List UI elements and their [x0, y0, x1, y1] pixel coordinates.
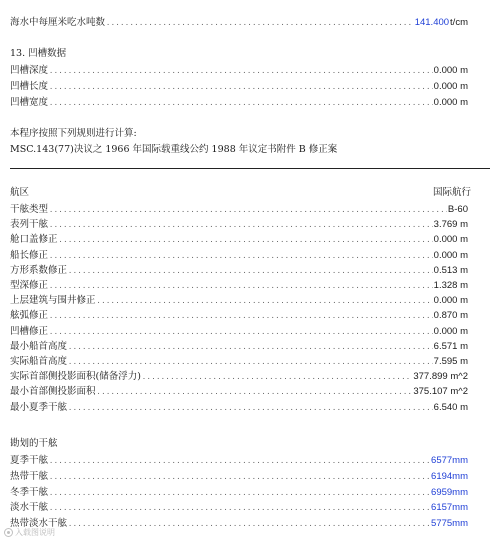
leader-dots: [68, 402, 433, 415]
freeboard-item-row: [10, 218, 468, 231]
freeboard-item-value: 377.899 m^2: [413, 371, 468, 383]
assigned-freeboard-value: 6157mm: [431, 502, 468, 514]
tpc-unit: t/cm: [450, 17, 468, 28]
recess-length-value: 0.000 m: [433, 81, 468, 92]
leader-dots: [59, 234, 433, 247]
leader-dots: [49, 487, 430, 500]
recess-length-label: 凹槽长度: [10, 81, 49, 92]
freeboard-item-label: 最小夏季干舷: [10, 401, 68, 413]
recess-width-value: 0.000 m: [433, 97, 468, 108]
freeboard-item-value: 3.769 m: [433, 219, 468, 231]
freeboard-item-label: 干舷类型: [10, 204, 49, 215]
assigned-freeboard-value: 6959mm: [431, 486, 468, 498]
leader-dots: [68, 265, 433, 278]
recess-width-label: 凹槽宽度: [10, 97, 49, 108]
freeboard-item-value: 0.000 m: [433, 295, 468, 307]
freeboard-item-row: [10, 309, 468, 322]
tpc-value: 141.400: [414, 17, 450, 28]
freeboard-item-label: 船长修正: [10, 249, 49, 261]
freeboard-item-row: [10, 370, 468, 383]
leader-dots: [49, 502, 430, 515]
leader-dots: [106, 17, 414, 30]
leader-dots: [68, 356, 433, 369]
freeboard-item-label: 型深修正: [10, 280, 49, 291]
navigation-area-value: 国际航行: [433, 187, 472, 198]
leader-dots: [49, 455, 430, 468]
assigned-freeboard-value: 5775mm: [431, 518, 468, 530]
freeboard-item-row: [10, 340, 468, 353]
assigned-freeboard-row: [10, 517, 468, 530]
camera-icon: [4, 528, 13, 537]
freeboard-item-value: 0.513 m: [433, 264, 468, 276]
freeboard-item-row: [10, 264, 468, 277]
freeboard-item-label: 方形系数修正: [10, 264, 68, 276]
assigned-freeboard-value: 6577mm: [431, 455, 468, 466]
rules-intro: 本程序按照下列规则进行计算:: [10, 128, 137, 139]
freeboard-item-value: 0.000 m: [433, 234, 468, 246]
leader-dots: [97, 386, 413, 399]
freeboard-item-value: B-60: [447, 204, 468, 215]
leader-dots: [97, 295, 433, 308]
freeboard-item-label: 表列干舷: [10, 219, 49, 231]
freeboard-item-label: 舱口盖修正: [10, 234, 58, 246]
freeboard-item-row: [10, 355, 468, 368]
assigned-freeboard-row: [10, 501, 468, 514]
assigned-freeboard-value: 6194mm: [431, 470, 468, 482]
freeboard-item-value: 0.000 m: [433, 325, 468, 337]
freeboard-item-value: 1.328 m: [433, 280, 468, 291]
leader-dots: [49, 97, 433, 110]
freeboard-item-label: 凹槽修正: [10, 325, 49, 337]
leader-dots: [49, 219, 433, 232]
recess-length-row: [10, 80, 468, 93]
recess-depth-value: 0.000 m: [433, 65, 468, 76]
freeboard-item-label: 舷弧修正: [10, 310, 49, 322]
assigned-freeboard-row: [10, 470, 468, 483]
tpc-label: 海水中每厘米吃水吨数: [10, 17, 106, 28]
freeboard-item-label: 实际首部侧投影面积(储备浮力): [10, 371, 141, 383]
assigned-freeboard-label: 夏季干舷: [10, 455, 49, 466]
recess-depth-label: 凹槽深度: [10, 65, 49, 76]
assigned-freeboard-row: [10, 486, 468, 499]
leader-dots: [49, 310, 433, 323]
freeboard-item-row: [10, 294, 468, 307]
assigned-freeboard-label: 淡水干舷: [10, 502, 49, 514]
freeboard-item-value: 0.000 m: [433, 249, 468, 261]
leader-dots: [68, 341, 433, 354]
recess-depth-row: [10, 64, 468, 77]
recess-width-row: [10, 96, 468, 109]
freeboard-item-row: [10, 233, 468, 246]
leader-dots: [49, 250, 433, 263]
freeboard-item-value: 6.571 m: [433, 340, 468, 352]
freeboard-item-row: [10, 203, 468, 216]
freeboard-item-row: [10, 325, 468, 338]
freeboard-item-value: 375.107 m^2: [413, 386, 468, 398]
assigned-heading: 勘划的干舷: [10, 438, 58, 449]
tpc-row: [10, 16, 468, 29]
leader-dots: [142, 371, 412, 384]
leader-dots: [49, 204, 447, 217]
rules-regulation: MSC.143(77)决议之 1966 年国际载重线公约 1988 年议定书附件 B 修正案: [10, 144, 338, 155]
freeboard-item-value: 0.870 m: [433, 310, 468, 322]
freeboard-item-label: 最小船首高度: [10, 340, 68, 352]
watermark-text: 入载图说明: [15, 528, 55, 537]
freeboard-item-label: 实际船首高度: [10, 356, 68, 367]
leader-dots: [49, 280, 433, 293]
freeboard-item-value: 6.540 m: [433, 401, 468, 413]
assigned-freeboard-label: 热带干舷: [10, 470, 49, 482]
freeboard-item-label: 最小首部侧投影面积: [10, 386, 96, 398]
assigned-freeboard-label: 冬季干舷: [10, 486, 49, 498]
freeboard-item-row: [10, 385, 468, 398]
leader-dots: [49, 81, 433, 94]
freeboard-item-row: [10, 279, 468, 292]
freeboard-item-row: [10, 249, 468, 262]
freeboard-item-label: 上层建筑与围井修正: [10, 295, 96, 307]
section-divider: [10, 168, 490, 169]
assigned-freeboard-label: 热带淡水干舷: [10, 518, 68, 530]
leader-dots: [49, 65, 433, 78]
navigation-area-label: 航区: [10, 187, 30, 198]
freeboard-item-row: [10, 401, 468, 414]
leader-dots: [49, 471, 430, 484]
assigned-freeboard-row: [10, 454, 468, 467]
freeboard-item-value: 7.595 m: [433, 356, 468, 367]
leader-dots: [49, 326, 433, 339]
leader-dots: [68, 518, 430, 531]
recess-heading: 13. 凹槽数据: [10, 48, 67, 59]
watermark: [4, 527, 55, 538]
